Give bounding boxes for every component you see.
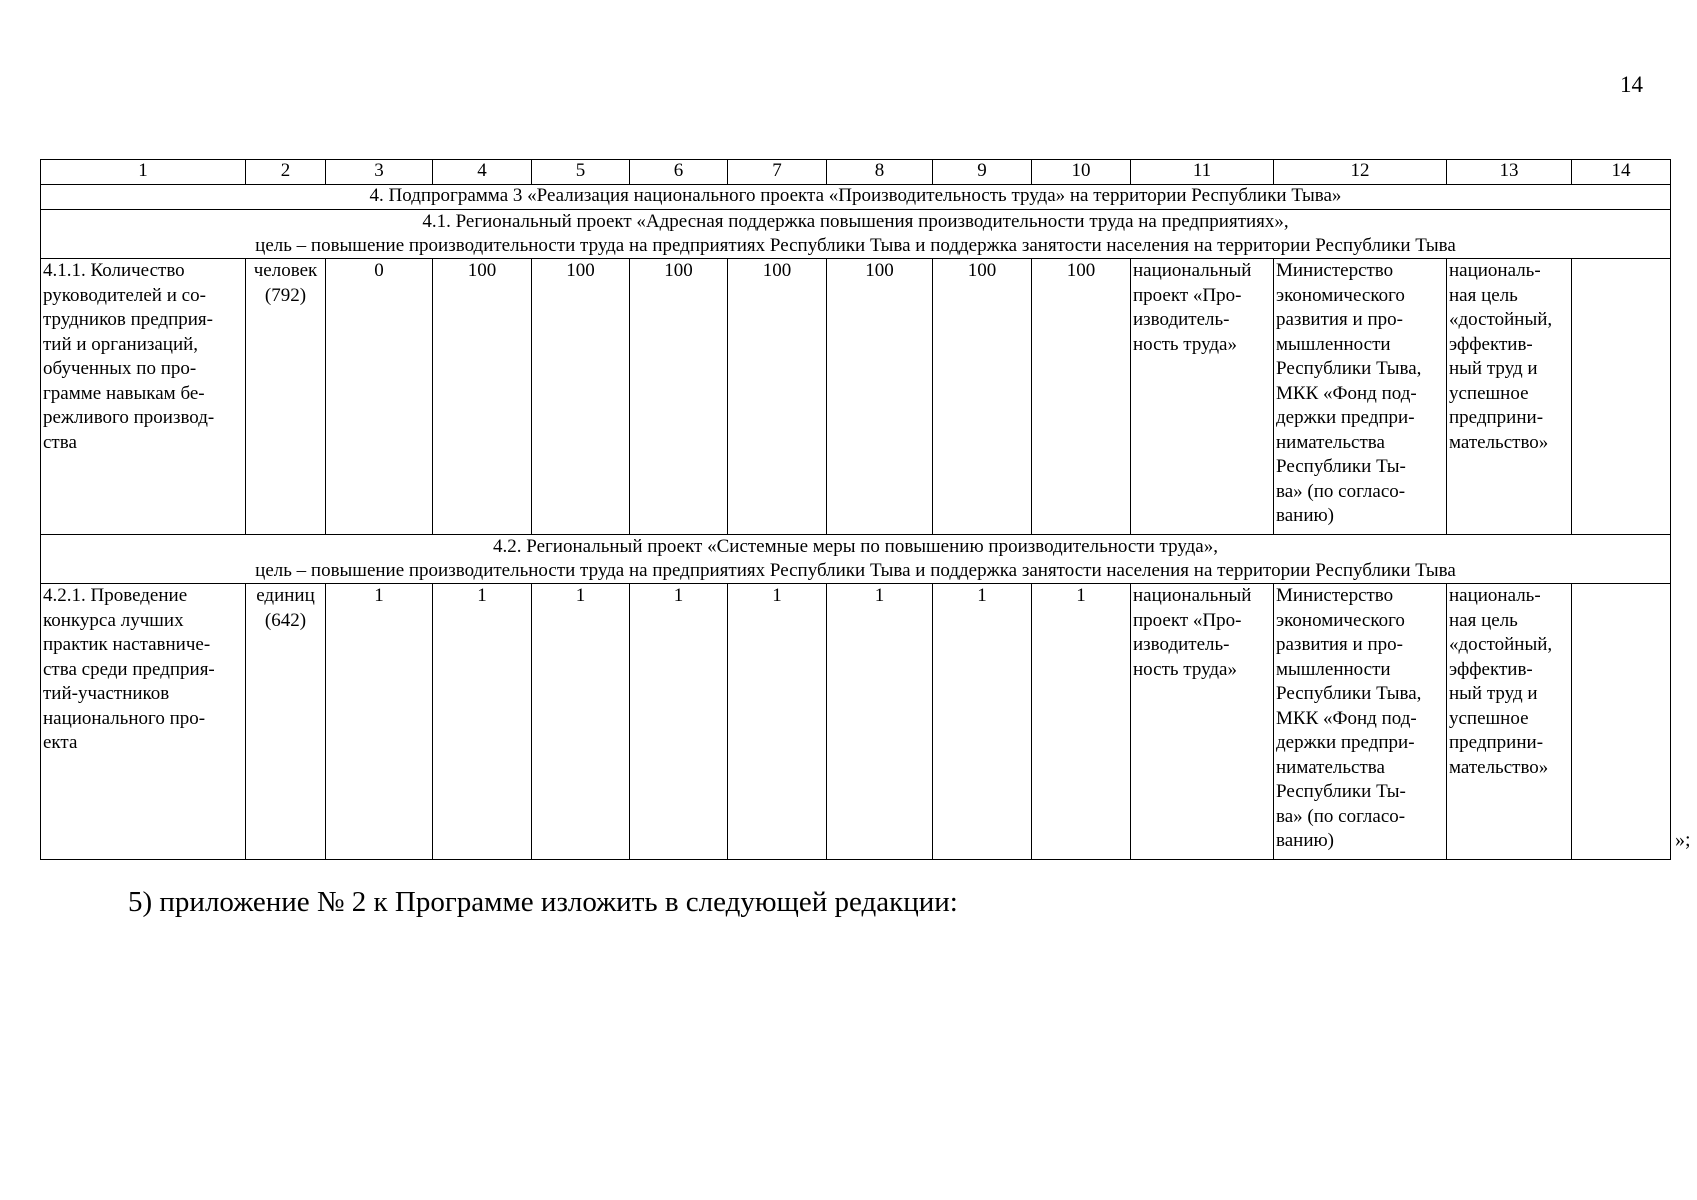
table-row (41, 584, 1671, 860)
followup-paragraph: 5) приложение № 2 к Программе изложить в следующей редакции: (128, 886, 958, 918)
subsection-goal: цель – повышение производительности труда на предприятиях Республики Тыва и поддержка занятости населения на территории Республики Тыва (255, 235, 1456, 256)
unit-cell: единиц (642) (246, 584, 326, 860)
value-cell: 1 (326, 584, 433, 860)
empty-cell (1572, 259, 1671, 535)
value-cell: 1 (933, 584, 1032, 860)
subsection-title: 4.1. Региональный проект «Адресная поддержка повышения производительности труда на предприятиях», (422, 211, 1289, 232)
column-number: 11 (1131, 160, 1274, 185)
column-number: 14 (1572, 160, 1671, 185)
column-number: 4 (433, 160, 532, 185)
indicator-cell: 4.1.1. Количество руководителей и со- трудников предприя- тий и организаций, обученных по про- грамме навыкам бе- режливого производ- ства (41, 259, 246, 535)
indicator-cell: 4.2.1. Проведение конкурса лучших практик наставниче- ства среди предприя- тий-участников национального про- екта (41, 584, 246, 860)
closing-quote-mark: »; (1675, 829, 1691, 851)
value-cell: 100 (630, 259, 728, 535)
unit-cell: человек (792) (246, 259, 326, 535)
responsible-cell: Министерство экономического развития и про- мышленности Республики Тыва, МКК «Фонд под- держки предпри- нимательства Республики Ты- ва» (по согласо- ванию) (1274, 584, 1447, 860)
value-cell: 1 (1032, 584, 1131, 860)
value-cell: 100 (827, 259, 933, 535)
column-number: 7 (728, 160, 827, 185)
column-number: 3 (326, 160, 433, 185)
value-cell: 100 (532, 259, 630, 535)
subsection-title-cell (41, 210, 1671, 259)
project-cell: национальный проект «Про- изводитель- ность труда» (1131, 259, 1274, 535)
responsible-cell: Министерство экономического развития и про- мышленности Республики Тыва, МКК «Фонд под- держки предпри- нимательства Республики Ты- ва» (по согласо- ванию) (1274, 259, 1447, 535)
column-number: 10 (1032, 160, 1131, 185)
value-cell: 1 (630, 584, 728, 860)
column-number: 2 (246, 160, 326, 185)
value-cell: 1 (433, 584, 532, 860)
value-cell: 1 (827, 584, 933, 860)
project-cell: национальный проект «Про- изводитель- ность труда» (1131, 584, 1274, 860)
national-goal-cell: националь- ная цель «достойный, эффектив- ный труд и успешное предприни- мательство» (1447, 259, 1572, 535)
column-number: 5 (532, 160, 630, 185)
table-row (41, 259, 1671, 535)
indicators-table-wrapper (40, 159, 1671, 860)
national-goal-cell: националь- ная цель «достойный, эффектив- ный труд и успешное предприни- мательство» (1447, 584, 1572, 860)
column-number: 9 (933, 160, 1032, 185)
value-cell: 100 (728, 259, 827, 535)
value-cell: 0 (326, 259, 433, 535)
column-number: 6 (630, 160, 728, 185)
subsection-title: 4.2. Региональный проект «Системные меры по повышению производительности труда», (493, 536, 1218, 557)
page-number: 14 (1620, 72, 1643, 97)
section-title-row (41, 185, 1671, 210)
column-number-row (41, 160, 1671, 185)
subsection-title-row (41, 210, 1671, 259)
value-cell: 100 (433, 259, 532, 535)
column-number: 1 (41, 160, 246, 185)
section-title: 4. Подпрограмма 3 «Реализация национального проекта «Производительность труда» на территории Республики Тыва» (41, 185, 1671, 210)
value-cell: 100 (933, 259, 1032, 535)
subsection-title-cell (41, 535, 1671, 584)
column-number: 13 (1447, 160, 1572, 185)
column-number: 8 (827, 160, 933, 185)
value-cell: 100 (1032, 259, 1131, 535)
indicators-table (40, 159, 1671, 860)
empty-cell (1572, 584, 1671, 860)
value-cell: 1 (728, 584, 827, 860)
subsection-title-row (41, 535, 1671, 584)
column-number: 12 (1274, 160, 1447, 185)
subsection-goal: цель – повышение производительности труда на предприятиях Республики Тыва и поддержка занятости населения на территории Республики Тыва (255, 560, 1456, 581)
value-cell: 1 (532, 584, 630, 860)
